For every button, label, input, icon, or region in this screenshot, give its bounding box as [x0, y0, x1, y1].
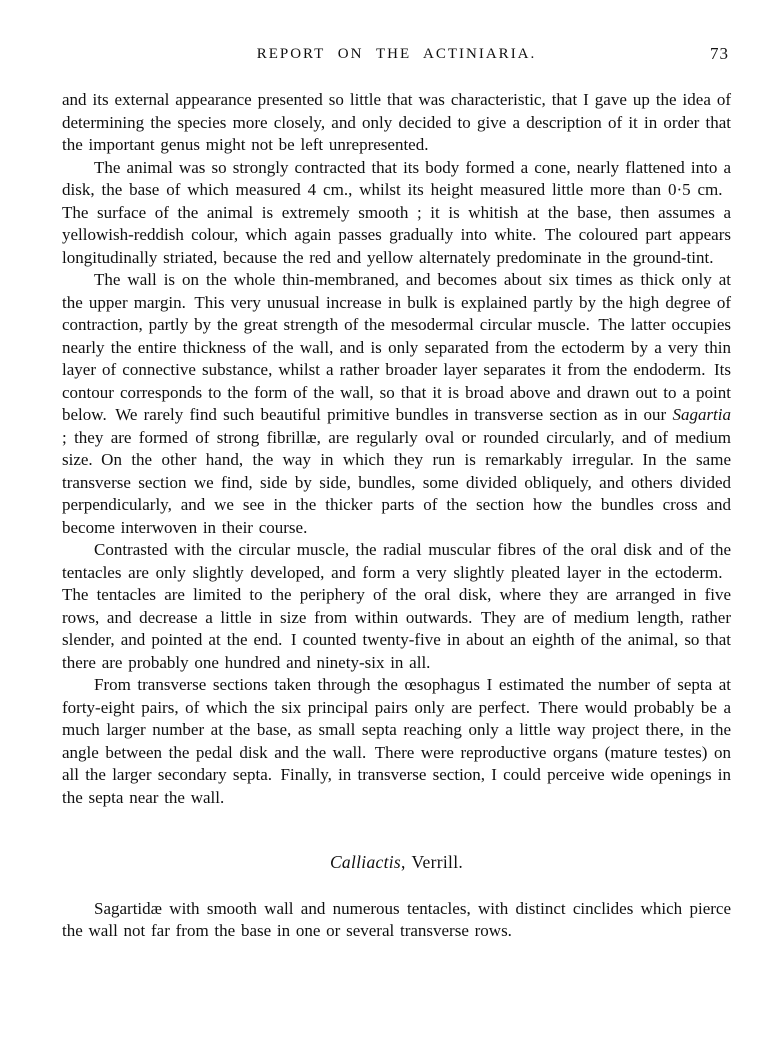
paragraph-wall-structure: The wall is on the whole thin-membraned, and becomes about six times as thick only at the upper margin. This very unusual increase in bulk is explained partly by the high degree of contraction, partly by the great strength of the mesodermal circular muscle. The latter occupies nearly the entire thickness of the wall, and is only separated from the ectoderm by a very thin layer of connective substance, whilst a rather broader layer separates it from the endoderm. Its contour corresponds to the form of the wall, so that it is broad above and drawn out to a point below. We rarely find such beautiful primitive bundles in transverse section as in our Sagartia ; they are formed of strong fibrillæ, are regularly oval or rounded circularly, and of medium size. On the other hand, the way in which they run is remarkably irregular. In the same transverse section we find, side by side, bundles, some divided obliquely, and others divided perpendicularly, and we see in the thicker parts of the section how the bundles cross and become interwoven in their course.: [62, 270, 731, 537]
section-heading-calliactis: Calliactis, Verrill.: [329, 852, 464, 872]
page-number: 73: [710, 44, 729, 63]
paragraph-animal-description: The animal was so strongly contracted that its body formed a cone, nearly flattened into a disk, the base of which measured 4 cm., whilst its height measured little more than 0·5 cm. The surface of the animal is extremely smooth ; it is whitish at the base, then assumes a yellowish-reddish colour, which again passes gradually into white. The coloured part appears longitudinally striated, because the red and yellow alternately predominate in the ground-tint.: [62, 157, 731, 267]
paragraph-tentacles: Contrasted with the circular muscle, the radial muscular fibres of the oral disk and of the tentacles are only slightly developed, and form a very slightly pleated layer in the ectoderm. The tentacles are limited to the periphery of the oral disk, where they are arranged in five rows, and decrease a little in size from within outwards. They are of medium length, rather slender, and pointed at the end. I counted twenty-five in about an eighth of the animal, so that there are probably one hundred and ninety-six in all.: [62, 540, 731, 672]
paragraph-continuation: and its external appearance presented so little that was characteristic, that I gave up the idea of determining the species more closely, and only decided to give a description of it in order that the important genus might not be left unrepresented.: [62, 90, 731, 154]
page-header: [62, 46, 731, 66]
page-body: [62, 89, 731, 943]
paragraph-septa: From transverse sections taken through the œsophagus I estimated the number of septa at forty-eight pairs, of which the six principal pairs only are perfect. There would probably be a much larger number at the base, as small septa reaching only a little way project there, in the angle between the pedal disk and the wall. There were reproductive organs (mature testes) on all the larger secondary septa. Finally, in transverse section, I could perceive wide openings in the septa near the wall.: [62, 675, 731, 807]
running-head-title: REPORT ON THE ACTINIARIA.: [256, 46, 537, 62]
paragraph-sagartidae-diagnosis: Sagartidæ with smooth wall and numerous tentacles, with distinct cinclides which pierce the wall not far from the base in one or several transverse rows.: [62, 898, 731, 940]
